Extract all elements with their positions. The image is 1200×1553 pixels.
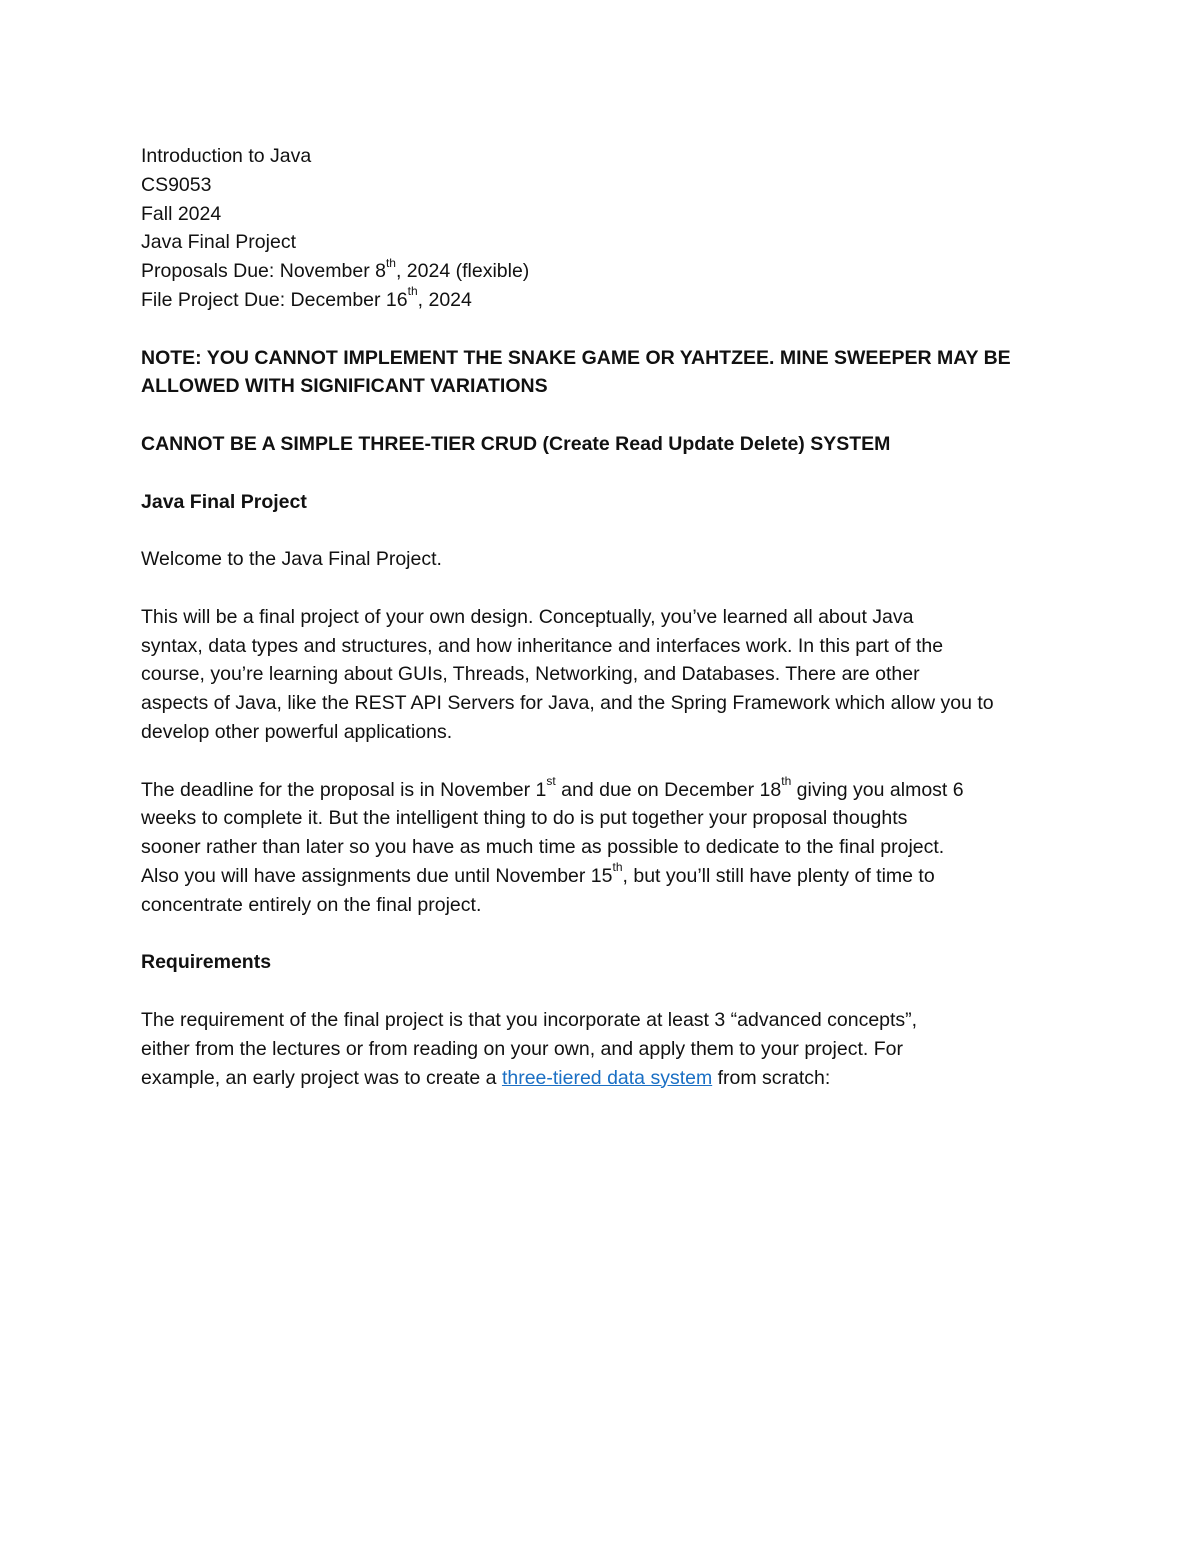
deadline-sup-1: st xyxy=(546,774,556,789)
requirements-paragraph xyxy=(141,1006,1071,1092)
section-heading-requirements: Requirements xyxy=(141,951,272,974)
paragraph-line: weeks to complete it. But the intelligent thing to do is put together your proposal thoughts xyxy=(141,807,908,830)
spacer xyxy=(141,920,1071,949)
proposals-due-text: Proposals Due: November 8 xyxy=(141,260,386,283)
spacer xyxy=(141,747,1071,776)
spacer xyxy=(141,977,1071,1006)
paragraph-line: either from the lectures or from reading on your own, and apply them to your project. For xyxy=(141,1037,903,1060)
final-due-sup: th xyxy=(407,284,418,299)
welcome-text: Welcome to the Java Final Project. xyxy=(141,548,442,571)
requirements-text-a: example, an early project was to create a xyxy=(141,1066,502,1089)
spacer xyxy=(141,516,1071,545)
spacer xyxy=(141,401,1071,430)
document-body xyxy=(141,142,1071,1092)
paragraph-line: sooner rather than later so you have as much time as possible to dedicate to the final project. xyxy=(141,836,945,859)
spacer xyxy=(141,315,1071,344)
deadline-text-b: and due on December 18 xyxy=(555,778,782,801)
final-due xyxy=(141,286,1071,315)
paragraph-line: course, you’re learning about GUIs, Threads, Networking, and Databases. There are other xyxy=(141,663,920,686)
assignments-sup: th xyxy=(612,860,623,875)
deadline-text-c: giving you almost 6 xyxy=(791,778,964,801)
final-due-suffix: , 2024 xyxy=(417,288,472,311)
proposals-due-sup: th xyxy=(385,255,396,270)
intro-paragraph xyxy=(141,603,1071,747)
paragraph-line: syntax, data types and structures, and how inheritance and interfaces work. In this part of the xyxy=(141,634,944,657)
deadline-text-a: The deadline for the proposal is in November 1 xyxy=(141,778,547,801)
paragraph-line xyxy=(141,776,1071,805)
note-restriction-line-1: NOTE: YOU CANNOT IMPLEMENT THE SNAKE GAME OR YAHTZEE. MINE SWEEPER MAY BE xyxy=(141,346,1011,369)
section-heading-java-final-project: Java Final Project xyxy=(141,490,307,513)
course-term: Fall 2024 xyxy=(141,202,222,225)
paragraph-line: develop other powerful applications. xyxy=(141,720,453,743)
assignments-text-a: Also you will have assignments due until November 15 xyxy=(141,864,613,887)
paragraph-line xyxy=(141,862,1071,891)
requirements-text-b: from scratch: xyxy=(712,1066,831,1089)
spacer xyxy=(141,459,1071,488)
paragraph-line: aspects of Java, like the REST API Servers for Java, and the Spring Framework which allow you to xyxy=(141,692,994,715)
proposals-due xyxy=(141,257,1071,286)
final-due-text: File Project Due: December 16 xyxy=(141,288,408,311)
note-crud: CANNOT BE A SIMPLE THREE-TIER CRUD (Create Read Update Delete) SYSTEM xyxy=(141,432,891,455)
proposals-due-suffix: , 2024 (flexible) xyxy=(395,260,530,283)
deadline-paragraph xyxy=(141,776,1071,920)
three-tiered-data-system-link[interactable]: three-tiered data system xyxy=(501,1066,713,1089)
note-restriction-line-2: ALLOWED WITH SIGNIFICANT VARIATIONS xyxy=(141,375,548,398)
document-title: Java Final Project xyxy=(141,231,296,254)
paragraph-line xyxy=(141,1064,1071,1093)
paragraph-line: The requirement of the final project is that you incorporate at least 3 “advanced concepts”, xyxy=(141,1008,918,1031)
course-name: Introduction to Java xyxy=(141,145,312,167)
paragraph-line: concentrate entirely on the final project. xyxy=(141,893,482,916)
course-code: CS9053 xyxy=(141,173,212,196)
assignments-text-b: , but you’ll still have plenty of time to xyxy=(622,864,935,887)
deadline-sup-2: th xyxy=(781,774,792,789)
spacer xyxy=(141,574,1071,603)
paragraph-line: This will be a final project of your own design. Conceptually, you’ve learned all about Java xyxy=(141,605,914,628)
